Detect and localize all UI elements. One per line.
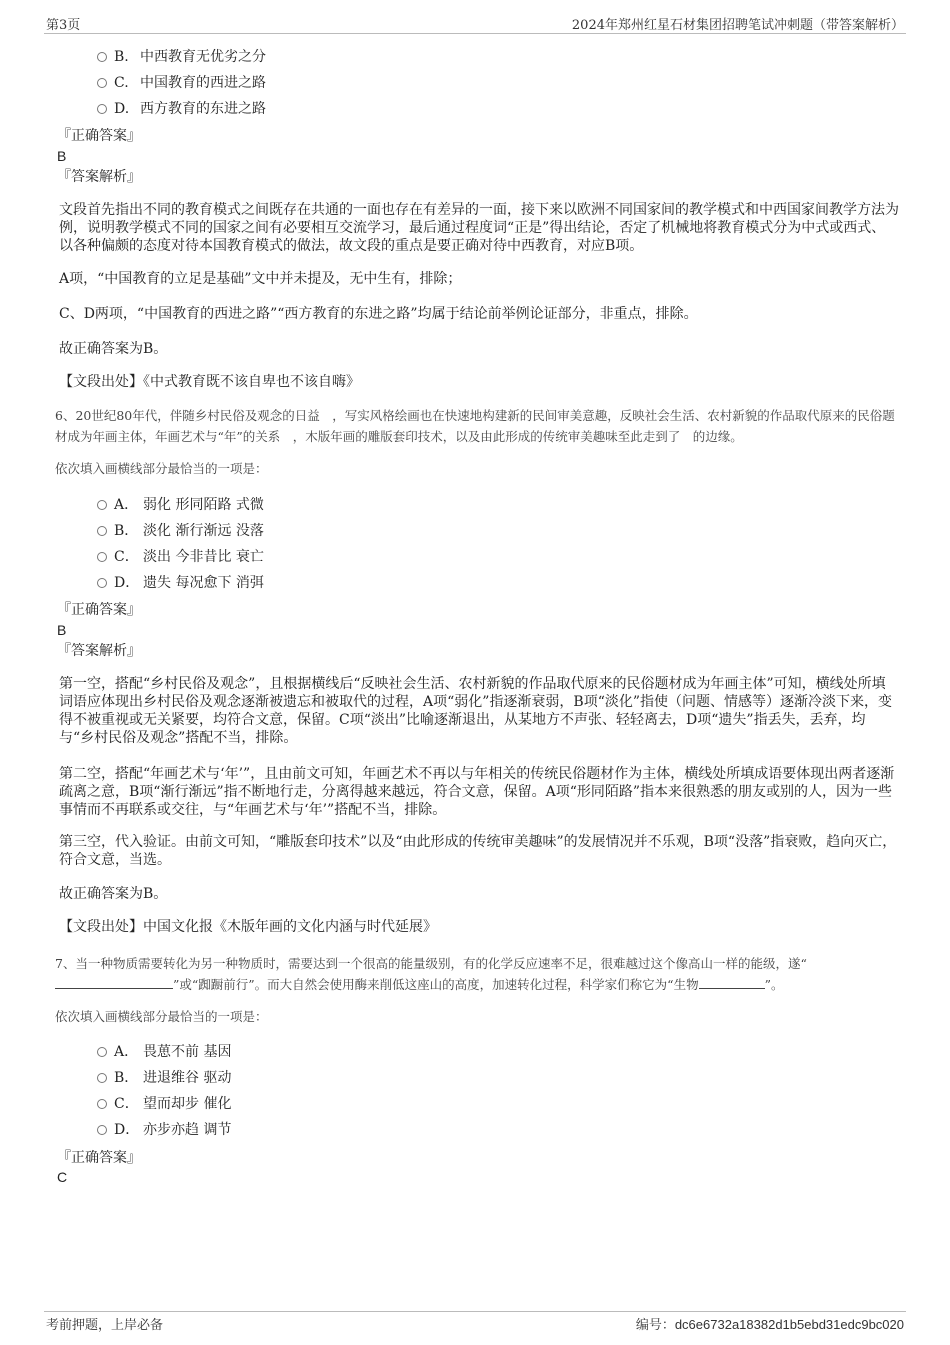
radio-icon[interactable] <box>97 78 107 88</box>
radio-icon[interactable] <box>97 1047 107 1057</box>
header-divider <box>44 33 906 34</box>
q5-analysis-p2: A项，“中国教育的立足是基础”文中并未提及，无中生有，排除； <box>59 271 462 287</box>
radio-icon[interactable] <box>97 1099 107 1109</box>
q5-analysis-p3: C、D两项，“中国教育的西进之路”“西方教育的东进之路”均属于结论前举例论证部分，非重点，排除。 <box>59 306 698 322</box>
q6-analysis-p1: 第一空，搭配“乡村民俗及观念”，且根据横线后“反映社会生活、农村新貌的作品取代原来的民俗题材成为年画主体”可知，横线处所填词语应体现出乡村民俗及观念逐渐被遗忘和被取代的过程，A项“弱化”指逐渐衰弱，B项“淡化”指使（问题、情感等）逐渐冷淡下来，变得不被重视或无关紧要，均符合文意，保留。C项“淡出”比喻逐渐退出，从某地方不声张、轻轻离去，D项“遗失”指丢失，丢弃，均与“乡村民俗及观念”搭配不当，排除。 <box>59 676 893 746</box>
page-number: 第3页 <box>46 18 81 33</box>
q6-option-c[interactable]: C． 淡出 今非昔比 衰亡 <box>97 547 397 567</box>
q7-option-d[interactable]: D． 亦步亦趋 调节 <box>97 1120 397 1140</box>
radio-icon[interactable] <box>97 1073 107 1083</box>
q5-analysis-p1: 文段首先指出不同的教育模式之间既存在共通的一面也存在有差异的一面，接下来以欧洲不同国家间的教学模式和中西国家间教学方法为例，说明教学模式不同的国家之间有必要相互交流学习，最后通过程度词“正是”得出结论，否定了机械地将教育模式分为中式或西式、以各种偏颇的态度对待本国教育模式的做法，故文段的重点是要正确对待中西教育，对应B项。 <box>59 202 899 254</box>
q5-answer-label: 『正确答案』 <box>57 128 141 144</box>
q6-lead: 依次填入画横线部分最恰当的一项是： <box>55 461 268 476</box>
q7-answer-label: 『正确答案』 <box>57 1150 141 1166</box>
q7-stem: 7、当一种物质需要转化为另一种物质时，需要达到一个很高的能量级别，有的化学反应速率不足，很难越过这个像高山一样的能级，遂“”或“踟蹰前行”。而大自然会使用酶来削低这座山的高度，加速转化过程，科学家们称它为“生物 ”。 <box>55 956 807 992</box>
q5-analysis-p4: 故正确答案为B。 <box>59 341 168 357</box>
radio-icon[interactable] <box>97 1125 107 1135</box>
radio-icon[interactable] <box>97 500 107 510</box>
radio-icon[interactable] <box>97 52 107 62</box>
radio-icon[interactable] <box>97 526 107 536</box>
fill-blank-2[interactable] <box>699 975 765 989</box>
q5-analysis-label: 『答案解析』 <box>57 169 141 185</box>
footer-slogan: 考前押题，上岸必备 <box>46 1318 164 1333</box>
q6-analysis-p3: 第三空，代入验证。由前文可知，“雕版套印技术”以及“由此形成的传统审美趣味”的发展情况并不乐观，B项“没落”指衰败，趋向灭亡，符合文意，当选。 <box>59 834 897 868</box>
radio-icon[interactable] <box>97 104 107 114</box>
q7-lead: 依次填入画横线部分最恰当的一项是： <box>55 1009 268 1024</box>
radio-icon[interactable] <box>97 552 107 562</box>
q7-answer: C <box>57 1169 68 1185</box>
q5-option-b[interactable]: B. 中西教育无优劣之分 <box>97 47 397 67</box>
q6-analysis-p2: 第二空，搭配“年画艺术与‘年’”，且由前文可知，年画艺术不再以与年相关的传统民俗题材作为主体，横线处所填成语要体现出两者逐渐疏离之意，B项“渐行渐远”指不断地行走，分离得越来越远，符合文意，保留。A项“形同陌路”指本来很熟悉的朋友或别的人，因为一些事情而不再联系或交往，与“年画艺术与‘年’”搭配不当，排除。 <box>59 766 895 818</box>
footer-divider <box>44 1311 906 1312</box>
q5-answer: B <box>57 148 67 164</box>
q6-analysis-label: 『答案解析』 <box>57 643 141 659</box>
q6-option-d[interactable]: D． 遗失 每况愈下 消弭 <box>97 573 397 593</box>
fill-blank-1[interactable] <box>55 975 173 989</box>
q6-answer-label: 『正确答案』 <box>57 602 141 618</box>
q6-analysis-p4: 故正确答案为B。 <box>59 886 168 902</box>
q6-source: 【文段出处】中国文化报《木版年画的文化内涵与时代延展》 <box>59 919 437 935</box>
q7-option-a[interactable]: A． 畏葸不前 基因 <box>97 1042 397 1062</box>
q5-option-d[interactable]: D. 西方教育的东进之路 <box>97 99 397 119</box>
q6-option-a[interactable]: A． 弱化 形同陌路 式微 <box>97 495 397 515</box>
q6-stem: 6、20世纪80年代，伴随乡村民俗及观念的日益 ，写实风格绘画也在快速地构建新的民间审美意趣，反映社会生活、农村新貌的作品取代原来的民俗题材成为年画主体，年画艺术与“年”的关系 ，木版年画的雕版套印技术，以及由此形成的传统审美趣味至此走到了 的边缘。 <box>55 408 895 444</box>
document-title: 2024年郑州红星石材集团招聘笔试冲刺题（带答案解析） <box>571 18 904 33</box>
q5-option-c[interactable]: C. 中国教育的西进之路 <box>97 73 397 93</box>
document-code: 编号：dc6e6732a18382d1b5ebd31edc9bc020 <box>635 1317 904 1333</box>
q7-option-b[interactable]: B． 进退维谷 驱动 <box>97 1068 397 1088</box>
q6-answer: B <box>57 622 67 638</box>
q6-option-b[interactable]: B． 淡化 渐行渐远 没落 <box>97 521 397 541</box>
radio-icon[interactable] <box>97 578 107 588</box>
q5-source: 【文段出处】《中式教育既不该自卑也不该自嗨》 <box>59 374 360 390</box>
q7-option-c[interactable]: C． 望而却步 催化 <box>97 1094 397 1114</box>
